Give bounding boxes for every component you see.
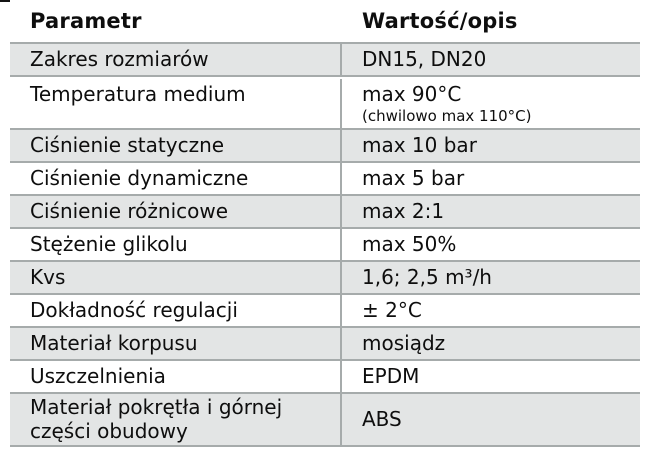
table-row xyxy=(10,227,640,260)
param-label: Kvs xyxy=(30,265,66,290)
param-label: Stężenie glikolu xyxy=(30,232,188,257)
value-text: EPDM xyxy=(362,363,420,388)
table-row xyxy=(10,194,640,227)
param-cell xyxy=(10,79,340,128)
param-cell xyxy=(10,394,340,445)
value-cell xyxy=(340,328,640,359)
table-row xyxy=(10,161,640,194)
table-row xyxy=(10,260,640,293)
value-cell xyxy=(340,44,640,75)
header-parametr: Parametr xyxy=(30,9,142,33)
value-text: DN15, DN20 xyxy=(362,46,487,71)
spec-table xyxy=(10,0,640,447)
table-row xyxy=(10,128,640,161)
value-text: max 5 bar xyxy=(362,165,465,190)
table-row xyxy=(10,293,640,326)
param-cell xyxy=(10,196,340,227)
value-cell xyxy=(340,295,640,326)
param-cell xyxy=(10,229,340,260)
param-cell xyxy=(10,163,340,194)
value-text: max 50% xyxy=(362,231,457,256)
table-row xyxy=(10,326,640,359)
value-text: max 10 bar xyxy=(362,132,477,157)
value-cell xyxy=(340,361,640,392)
param-cell xyxy=(10,130,340,161)
table-header-row xyxy=(10,0,640,42)
param-label: Materiał pokrętła i górnej części obudowy xyxy=(30,395,283,444)
param-label: Ciśnienie dynamiczne xyxy=(30,166,249,191)
param-cell xyxy=(10,44,340,75)
value-text: 1,6; 2,5 m³/h xyxy=(362,264,492,289)
param-label: Zakres rozmiarów xyxy=(30,47,209,72)
value-text: max 90°C xyxy=(362,82,462,106)
value-text: ABS xyxy=(362,406,402,431)
value-cell xyxy=(340,262,640,293)
param-label: Uszczelnienia xyxy=(30,364,166,389)
value-cell xyxy=(340,130,640,161)
value-cell xyxy=(340,79,640,128)
value-cell xyxy=(340,394,640,445)
value-text: max 2:1 xyxy=(362,198,445,223)
value-cell xyxy=(340,196,640,227)
param-cell xyxy=(10,361,340,392)
param-label: Ciśnienie statyczne xyxy=(30,133,225,158)
param-label: Materiał korpusu xyxy=(30,331,198,356)
value-text: ± 2°C xyxy=(362,297,422,322)
table-row xyxy=(10,359,640,392)
value-text: mosiądz xyxy=(362,330,446,355)
table-row xyxy=(10,75,640,128)
value-cell xyxy=(340,229,640,260)
value-cell xyxy=(340,163,640,194)
table-row xyxy=(10,392,640,445)
header-wartosc-opis: Wartość/opis xyxy=(362,9,518,33)
param-label: Dokładność regulacji xyxy=(30,298,238,323)
param-cell xyxy=(10,262,340,293)
param-label: Ciśnienie różnicowe xyxy=(30,199,229,224)
param-cell xyxy=(10,295,340,326)
param-cell xyxy=(10,328,340,359)
param-label: Temperatura medium xyxy=(30,82,246,106)
table-row xyxy=(10,42,640,75)
value-note: (chwilowo max 110°C) xyxy=(362,107,532,126)
